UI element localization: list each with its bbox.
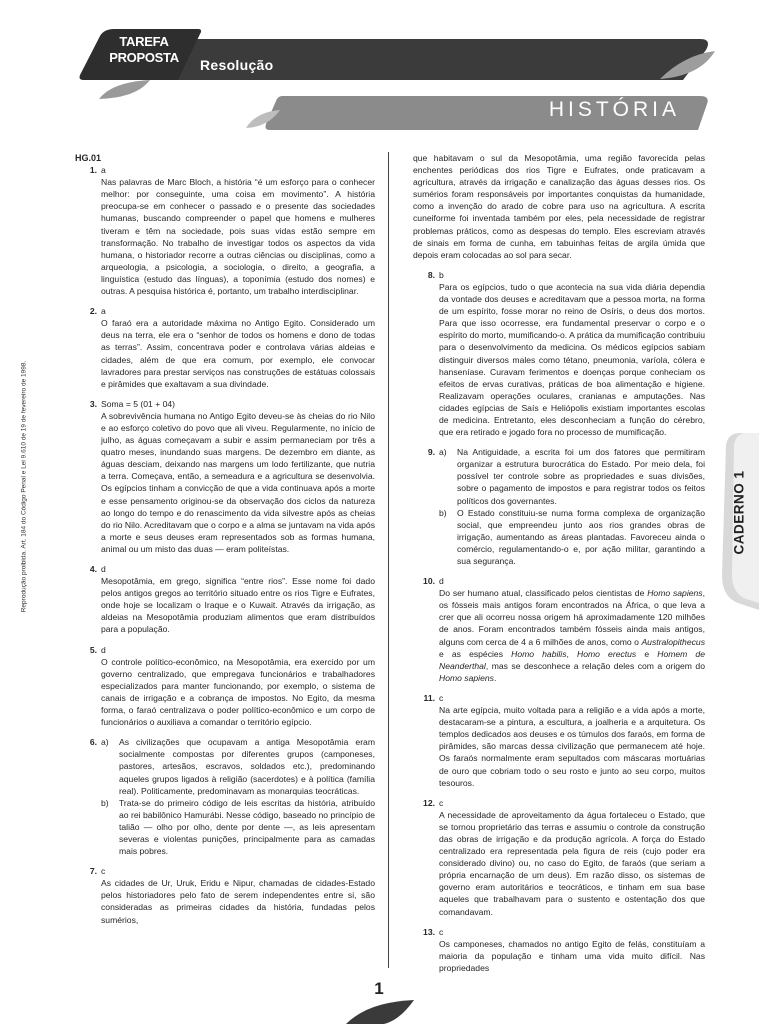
- legal-notice: [16, 338, 26, 638]
- answer-10: [413, 575, 705, 684]
- question-number: 11.: [423, 692, 435, 703]
- sub-text: As civilizações que ocupavam a antiga Mesopotâmia eram socialmente compostas por diferentes grupos (camponeses, pastores, artesãos, escravos, soldados etc.), predominando aqueles grupos ligados à religião (sacerdotes) e à política (família real). Politicamente, predominavam as monarquias teocráticas.: [119, 737, 375, 796]
- answer-key: d: [101, 564, 106, 574]
- species-name: Homo habilis: [511, 648, 567, 659]
- text-run: , os fósseis mais antigos foram encontrados na África, o que leva a crer que ali ocorreu nossa origem há aproximadamente 120 milhões de anos. Foram encontrados também fósseis ainda mais antigos, alguns com cerca de 4 a 6 milhões de anos, como o: [439, 588, 705, 647]
- answer-8: [413, 269, 705, 438]
- answer-key: a: [101, 306, 106, 317]
- question-number: 7.: [89, 866, 97, 877]
- left-column: [75, 152, 375, 934]
- sub-label: b): [439, 507, 447, 518]
- caderno-tab: [718, 433, 759, 605]
- column-divider: [388, 152, 389, 968]
- question-number: 13.: [423, 926, 435, 937]
- answer-text: Na arte egípcia, muito voltada para a religião e a vida após a morte, destacaram-se a pintura, a escultura, a joalheria e a arquitetura. Os templos dedicados aos deuses e os túmulos dos faraós, em forma de pirâmides, são marcas dessa civilização que permanecem até hoje. Os faraós normalmente eram sepultados com máscaras mortuárias de ouro que cobriam todo o seu rosto e junto ao seu corpo, muitos tesouros.: [439, 705, 705, 788]
- sub-answer-b: [439, 507, 705, 567]
- answer-4: [75, 563, 375, 636]
- question-number: 9.: [427, 447, 435, 458]
- sub-answer-a: [101, 736, 375, 796]
- answer-6: [75, 736, 375, 857]
- answer-12: [413, 797, 705, 918]
- answer-text: O faraó era a autoridade máxima no Antigo Egito. Considerado um deus na terra, ele era o “senhor de todos os homens e dono de todas as terras”. Assim, concentrava poder e controlava várias aldeias e cidades, além de que era comum, por exemplo, ele convocar lavradores para prestar serviços nas construções de estátuas colossais e pirâmides que exaltavam a sua divindade.: [101, 318, 375, 389]
- answer-1: [75, 164, 375, 297]
- answer-text: Nas palavras de Marc Bloch, a história “é um esforço para o conhecer melhor: por conseguinte, uma coisa em movimento”. A história preocupa-se em conhecer o passado e o presente das sociedades humanas, buscando compreender o papel que homens e mulheres tiveram e têm na sociedade, pois suas vidas estão sempre em transformação. No trabalho de investigar todos os aspectos da vida humana, o historiador recorre a outras ciências ou disciplinas, como a arqueologia, a psicologia, a sociologia, o direito, a geografia, a linguística (estudo das línguas), a toponímia (estudo dos nomes) e outras. A pesquisa histórica é, portanto, um trabalho interdisciplinar.: [101, 177, 375, 297]
- species-name: Homo erectus: [577, 648, 637, 659]
- sub-text: Trata-se do primeiro código de leis escritas da história, atribuído ao rei babilônico Hamurábi. Nesse código, baseado no princípio de talião — olho por olho, dente por dente —, as leis apresentam severas e violentas punições, principalmente para as camadas mais pobres.: [119, 797, 375, 857]
- sub-text: O Estado constituiu-se numa forma complexa de organização social, que empreendeu junto aos rios grandes obras de irrigação, aumentando as áreas plantadas. Favoreceu ainda o comércio, regulamentando-o e, por ação militar, garantindo a sua segurança.: [457, 507, 705, 566]
- species-name: Homem de Neanderthal: [439, 648, 705, 671]
- answer-5: [75, 644, 375, 729]
- answer-key: b: [439, 269, 444, 280]
- question-number: 2.: [89, 306, 97, 317]
- answer-3: [75, 398, 375, 555]
- sub-answer-b: [101, 797, 375, 857]
- answer-text: que habitavam o sul da Mesopotâmia, uma região favorecida pelas enchentes periódicas dos rios Tigre e Eufrates, onde praticavam a agricultura, através da irrigação e canalização das águas desses rios. Os sumérios foram responsáveis por importantes conquistas da humanidade, como a invenção do arado de cobre para uso na agricultura. A escrita cuneiforme foi inventada também por eles, pela necessidade de registrar problemas práticos, como as despesas do templo. Eles escreviam através de sinais em forma de cunha, em tabuinhas feitas de argila úmida que depois eram colocadas ao sol para secar.: [413, 153, 705, 260]
- answer-key: d: [439, 576, 444, 587]
- sub-answer-a: [439, 446, 705, 506]
- answer-text: As cidades de Ur, Uruk, Eridu e Nipur, chamadas de cidades-Estado pelos historiadores pelo fato de serem independentes entre si, são consideradas as primeiras cidades da história, fundadas pelos sumérios,: [101, 878, 375, 925]
- sub-label: a): [101, 737, 109, 748]
- answer-key: c: [439, 797, 444, 808]
- text-run: e: [636, 648, 658, 659]
- answer-7: [75, 865, 375, 925]
- question-number: 6.: [89, 737, 97, 748]
- subject-title: HISTÓRIA: [548, 98, 680, 121]
- leaf-shape-left: [99, 80, 150, 99]
- badge-line-1: TAREFA: [119, 34, 169, 49]
- question-number: 1.: [89, 165, 97, 176]
- question-number: 3.: [89, 398, 97, 409]
- question-number: 4.: [89, 564, 97, 574]
- text-run: Do ser humano atual, classificado pelos cientistas de: [439, 588, 648, 599]
- answer-7-continued: [413, 152, 705, 261]
- module-code: HG.01: [75, 153, 102, 163]
- answer-text: Mesopotâmia, em grego, significa “entre rios”. Esse nome foi dado pelos antigos gregos ao território situado entre os rios Tigre e Eufrates, onde hoje se localizam o Iraque e o Kuwait. Através da irrigação, as aldeias na Mesopotâmia produziam alimentos que eram distribuídos para a população.: [101, 576, 375, 635]
- question-number: 5.: [89, 644, 97, 655]
- answer-key: a: [101, 165, 106, 176]
- answer-text: Os camponeses, chamados no antigo Egito de felás, constituíam a maioria da população e tinham uma vida muito difícil. Nas propriedades: [439, 938, 705, 973]
- caderno-label: CADERNO 1: [731, 470, 747, 555]
- sub-label: a): [439, 447, 447, 458]
- right-column: [413, 152, 705, 982]
- text-run: e as espécies: [439, 648, 512, 659]
- answer-text: O controle político-econômico, na Mesopotâmia, era exercido por um governo centralizado, que empregava funcionários e trabalhadores especializados para manter funcionando, por exemplo, o sistema de canais de irrigação e a cobrança de impostos. No Egito, da mesma forma, o faraó centralizava o poder político-econômico e um corpo de funcionários o auxiliava a comandar o território egípcio.: [101, 656, 375, 728]
- sub-label: b): [101, 797, 109, 808]
- text-run: ,: [566, 648, 578, 659]
- answer-key: c: [439, 926, 444, 937]
- answer-key: c: [101, 866, 106, 877]
- answer-9: [413, 446, 705, 567]
- species-name: Australopithecus: [641, 636, 705, 647]
- answer-text: [439, 587, 705, 684]
- answer-2: [75, 305, 375, 390]
- section-title: Resolução: [200, 57, 274, 73]
- answer-text: A necessidade de aproveitamento da água fortaleceu o Estado, que se tornou proprietário das terras e assumiu o controle da construção das obras de irrigação e da produção agrícola. A força do Estado centralizado era representada pela figura de reis (cujo poder era considerado divino) ou, no caso do Egito, de faraós (que seriam a própria encarnação de um deus). Em razão disso, os sistemas de governo eram autoritários e teocráticos, e tinham em sua base aqueles que trabalhavam para o sustento e ostentação dos que comandavam.: [439, 809, 705, 917]
- answer-13: [413, 926, 705, 974]
- question-number: 8.: [427, 269, 435, 280]
- answer-text: A sobrevivência humana no Antigo Egito deveu-se às cheias do rio Nilo e ao esforço coletivo do povo que ali viveu. Regularmente, no início de julho, as águas começavam a subir e assim permaneciam por três a quatro meses, inundando suas margens. De dezembro em diante, as águas desciam, deixando nas margens um lodo fertilizante, que nutria a terra. Começava, então, a semeadura e a agricultura se desenvolvia. Os egípcios tinham a convicção de que a vida continuava após a morte e esse pensamento originou-se da observação dos ciclos da natureza ao longo do tempo e do renascimento da vida silvestre após as cheias do rio Nilo. Acreditavam que o corpo e a alma se juntavam na vida após a morte e seus deuses eram representados sob as formas humana, animal ou um misto das duas — eram politeístas.: [101, 410, 375, 554]
- question-number: 12.: [423, 797, 435, 808]
- question-number: 10.: [423, 576, 435, 587]
- footer-leaf-shape: [340, 996, 420, 1024]
- text-run: .: [493, 672, 497, 683]
- species-name: Homo sapiens: [439, 672, 494, 683]
- species-name: Homo sapiens: [647, 588, 703, 599]
- answer-text: Para os egípcios, tudo o que acontecia na sua vida diária dependia da vontade dos deuses e acreditavam que a pessoa morta, na forma de um espírito, fosse morar no reino de Osíris, o deus dos mortos. Para que isso ocorresse, era fundamental preservar o corpo e o espírito do morto, mumificando-o. A prática da mumificação contribuiu para o desenvolvimento da medicina. Os médicos egípcios sabiam distinguir diversos males como tétano, pneumonia, varíola, cólera e hanseníase. Curavam ferimentos e doenças porque conheciam os efeitos de ervas curativas, práticas de boa alimentação e higiene. Realizavam operações oculares, cranianas e amputações. Nas cidades egípcias de Saís e Heliópolis existiam importantes escolas de medicina. Entretanto, eles desconheciam a função do cérebro, que era retirado e jogado fora no processo de mumificação.: [439, 281, 705, 438]
- answer-key: Soma = 5 (01 + 04): [101, 398, 176, 409]
- sub-text: Na Antiguidade, a escrita foi um dos fatores que permitiram organizar a estrutura burocrática do Estado. Por meio dela, foi possível ter controle sobre as propriedades e suas divisões, sobre o pagamento de impostos e para registrar todos os feitos políticos dos governantes.: [457, 447, 705, 506]
- answer-key: d: [101, 644, 106, 655]
- tarefa-proposta-badge: [96, 34, 192, 66]
- badge-line-2: PROPOSTA: [109, 50, 179, 65]
- answer-11: [413, 692, 705, 789]
- page-number: 1: [374, 979, 384, 998]
- answer-key: c: [439, 692, 444, 703]
- legal-notice-text: Reprodução proibida. Art. 184 do Código Penal e Lei 9.610 de 19 de fevereiro de 1998.: [20, 360, 28, 613]
- text-run: , mas se desconhece a relação deles com a origem do: [485, 660, 705, 671]
